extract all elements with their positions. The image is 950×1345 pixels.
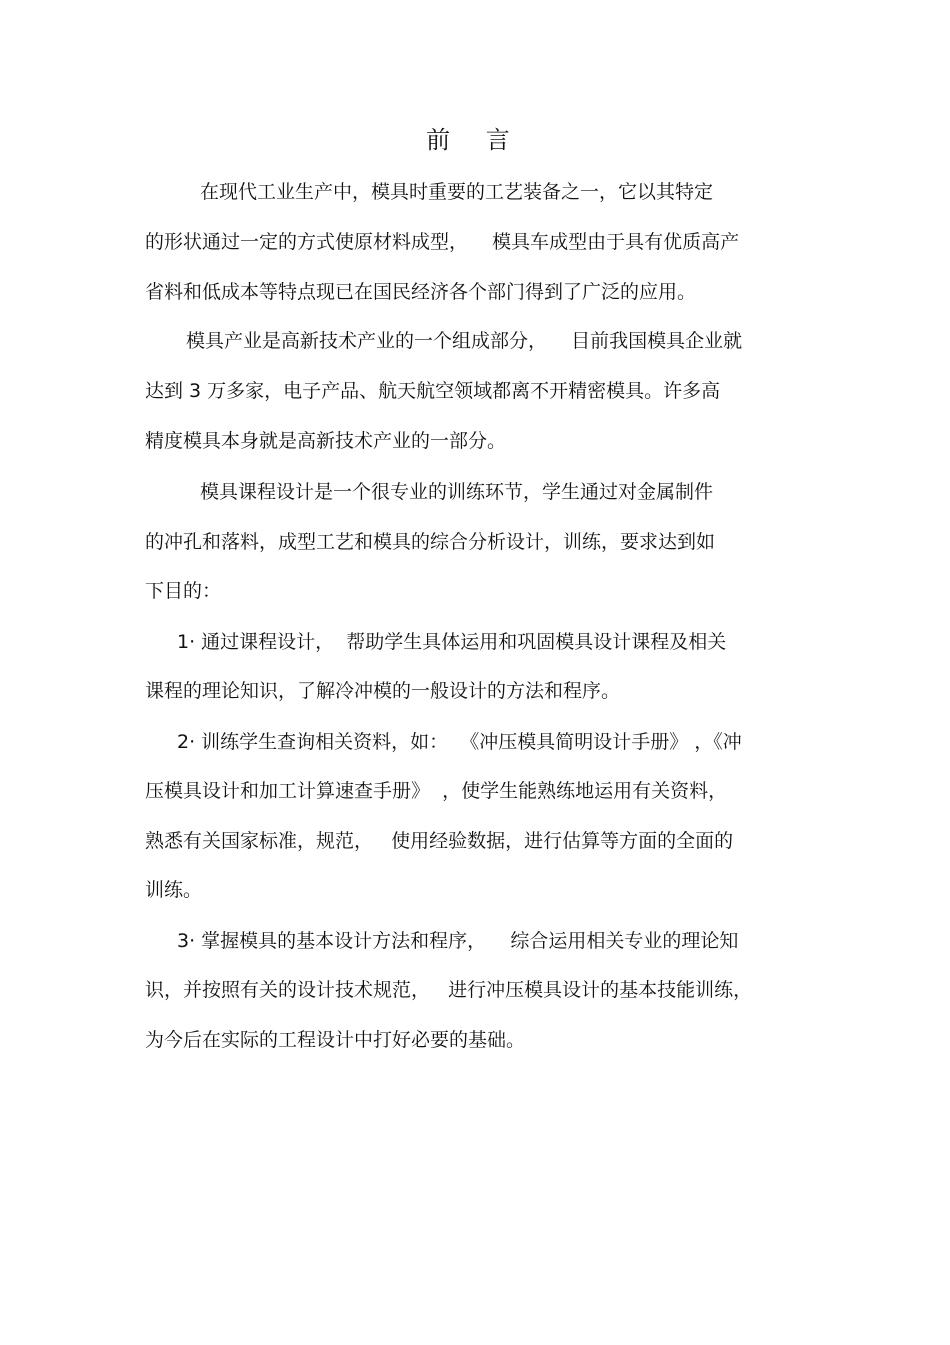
item-2-line-1: 2· 训练学生查询相关资料，如： 《冲压模具简明设计手册》 ，《冲 [177,731,742,753]
item-2-line-4: 训练。 [145,879,203,901]
item-3-line-3: 为今后在实际的工程设计中打好必要的基础。 [145,1029,526,1051]
paragraph-2-line-1: 模具产业是高新技术产业的一个组成部分， 目前我国模具企业就 [186,330,743,352]
item-3-line-2: 识，并按照有关的设计技术规范， 进行冲压模具设计的基本技能训练， [145,979,753,1001]
item-1-line-1: 1· 通过课程设计， 帮助学生具体运用和巩固模具设计课程及相关 [177,631,727,653]
item-3-line-1: 3· 掌握模具的基本设计方法和程序， 综合运用相关专业的理论知 [177,930,739,952]
paragraph-2-line-3: 精度模具本身就是高新技术产业的一部分。 [145,430,507,452]
paragraph-1-line-2: 的形状通过一定的方式使原材料成型， 模具车成型由于具有优质高产 [145,231,740,253]
paragraph-3-line-1: 模具课程设计是一个很专业的训练环节，学生通过对金属制件 [200,481,714,503]
item-2-line-3: 熟悉有关国家标准，规范， 使用经验数据，进行估算等方面的全面的 [145,830,734,852]
paragraph-1-line-1: 在现代工业生产中，模具时重要的工艺装备之一，它以其特定 [200,181,714,203]
paragraph-3-line-2: 的冲孔和落料，成型工艺和模具的综合分析设计，训练，要求达到如 [145,531,716,553]
paragraph-2-line-2: 达到 3 万多家，电子产品、航天航空领域都离不开精密模具。许多高 [145,380,721,402]
page-title: 前 言 [426,126,524,154]
paragraph-3-line-3: 下目的： [145,580,222,602]
item-1-line-2: 课程的理论知识，了解冷冲模的一般设计的方法和程序。 [145,680,621,702]
item-2-line-2: 压模具设计和加工计算速查手册》 ，使学生能熟练地运用有关资料， [145,780,728,802]
paragraph-1-line-3: 省料和低成本等特点现已在国民经济各个部门得到了广泛的应用。 [145,281,697,303]
